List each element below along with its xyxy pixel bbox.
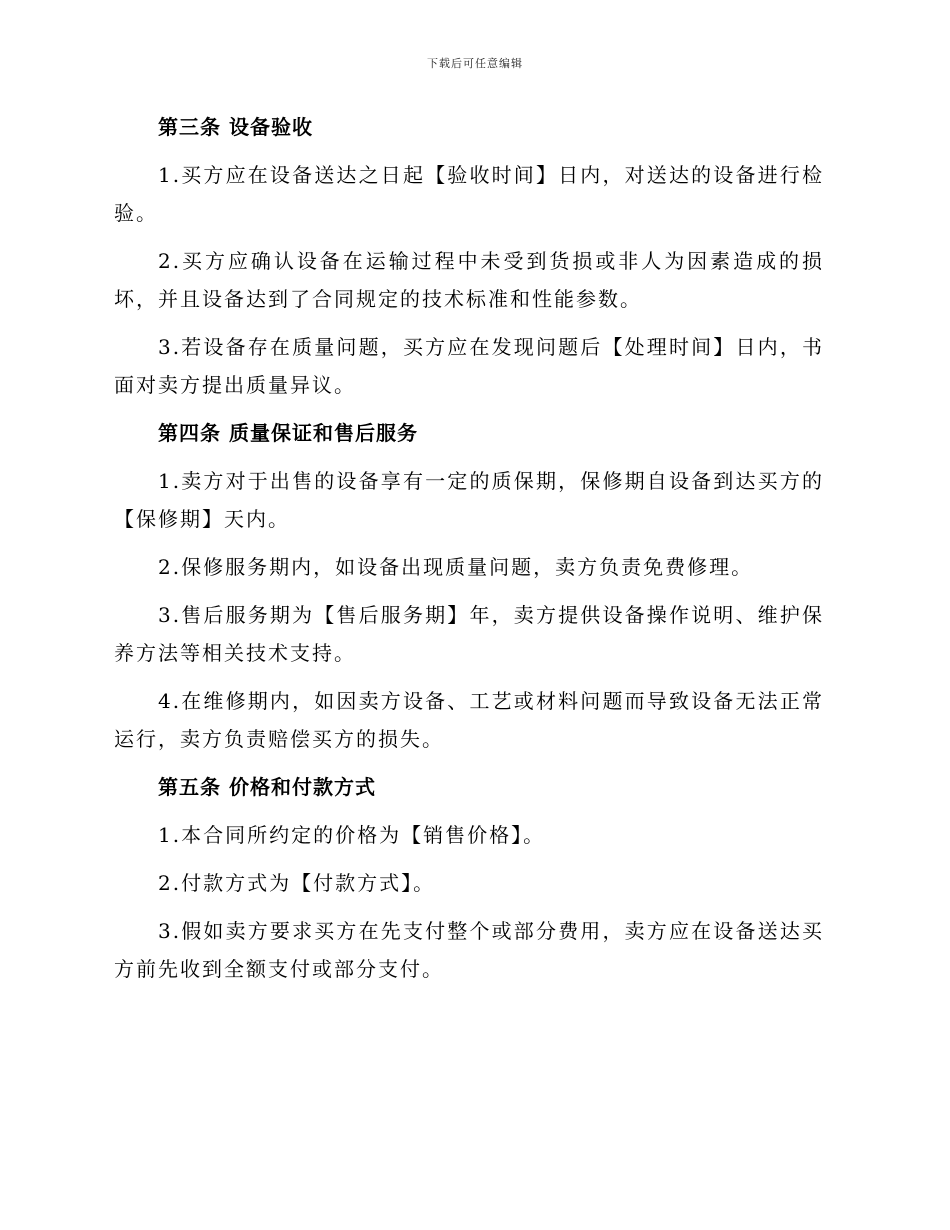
paragraph: 2.保修服务期内，如设备出现质量问题，卖方负责免费修理。 — [158, 555, 754, 579]
paragraph: 3.若设备存在质量问题，买方应在发现问题后【处理时间】日内，书面对卖方提出质量异议。 — [114, 335, 824, 397]
paragraph: 1.卖方对于出售的设备享有一定的质保期，保修期自设备到达买方的【保修期】天内。 — [114, 469, 824, 531]
paragraph: 3.假如卖方要求买方在先支付整个或部分费用，卖方应在设备送达买方前先收到全额支付或部分支付。 — [114, 919, 824, 981]
paragraph: 4.在维修期内，如因卖方设备、工艺或材料问题而导致设备无法正常运行，卖方负责赔偿买方的损失。 — [114, 689, 824, 751]
paragraph: 3.售后服务期为【售后服务期】年，卖方提供设备操作说明、维护保养方法等相关技术支持。 — [114, 603, 824, 665]
section-heading: 第五条 价格和付款方式 — [158, 775, 376, 799]
paragraph: 1.买方应在设备送达之日起【验收时间】日内，对送达的设备进行检验。 — [114, 163, 824, 225]
paragraph: 2.买方应确认设备在运输过程中未受到货损或非人为因素造成的损坏，并且设备达到了合同规定的技术标准和性能参数。 — [114, 249, 824, 311]
page-header: 下载后可任意编辑 — [427, 57, 523, 70]
document-body — [114, 108, 824, 998]
section-heading: 第四条 质量保证和售后服务 — [158, 421, 418, 445]
section-heading: 第三条 设备验收 — [158, 115, 313, 139]
paragraph: 1.本合同所约定的价格为【销售价格】。 — [158, 823, 546, 847]
paragraph: 2.付款方式为【付款方式】。 — [158, 871, 436, 895]
